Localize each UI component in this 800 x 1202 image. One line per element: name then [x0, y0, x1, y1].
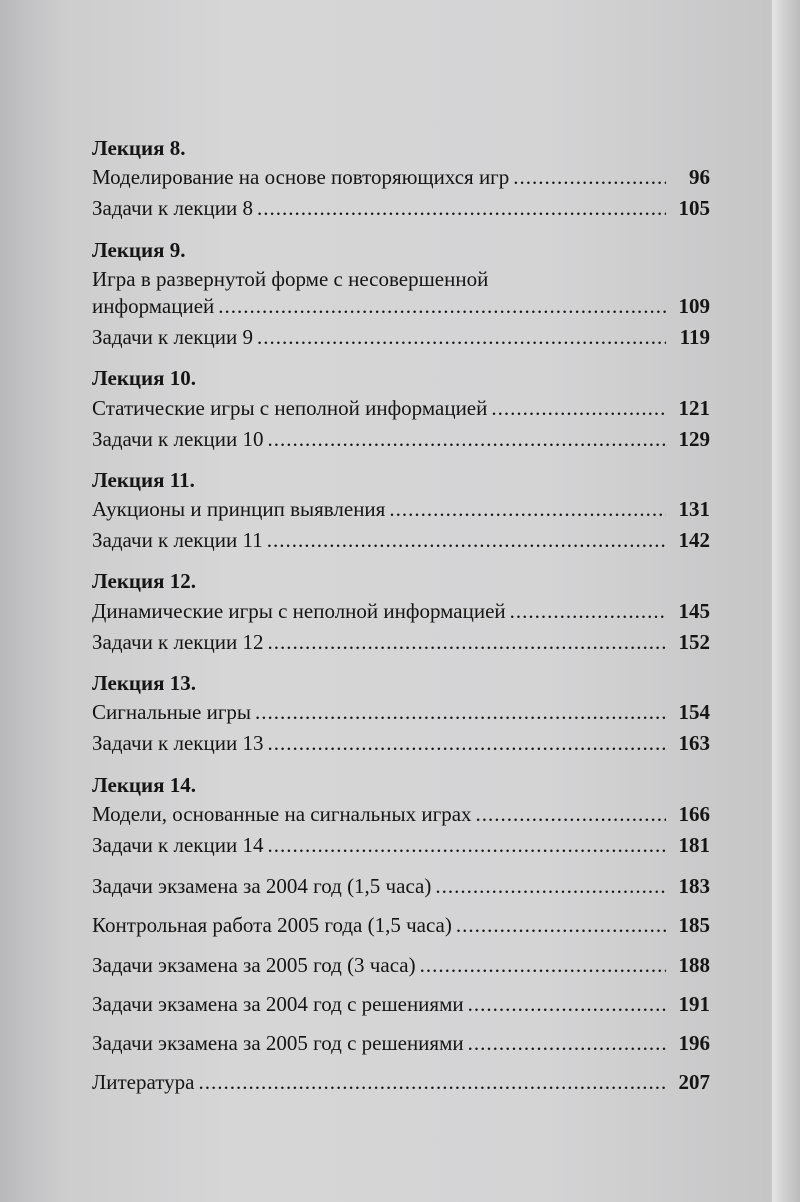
entry-title: Задачи экзамена за 2005 год с решениями: [92, 1030, 464, 1055]
entry-title: информацией: [92, 293, 215, 318]
page-number: 145: [678, 598, 710, 623]
page-edge: [772, 0, 800, 1202]
lecture-heading: Лекция 9.: [92, 237, 186, 262]
toc-entry-multiline[interactable]: [92, 267, 710, 319]
entry-title: Динамические игры с неполной информацией: [92, 598, 506, 623]
toc-entry[interactable]: [92, 325, 710, 350]
entry-title: Задачи к лекции 11: [92, 528, 263, 553]
entry-title: Контрольная работа 2005 года (1,5 часа): [92, 913, 452, 938]
page-number: 152: [678, 629, 710, 654]
entry-title: Аукционы и принцип выявления: [92, 497, 386, 522]
dot-leader: [267, 833, 666, 858]
entry-title: Задачи к лекции 10: [92, 426, 264, 451]
lecture-11: [92, 468, 710, 554]
toc-entry[interactable]: [92, 1031, 710, 1056]
lecture-9: [92, 238, 710, 351]
dot-leader: [513, 165, 666, 190]
entry-title: Задачи к лекции 13: [92, 731, 264, 756]
page-number: 185: [678, 913, 710, 938]
entry-title: Задачи к лекции 14: [92, 832, 264, 857]
entry-title-line1: Игра в развернутой форме с несовершенной: [92, 266, 489, 291]
dot-leader: [257, 325, 666, 350]
lecture-heading: Лекция 14.: [92, 772, 196, 797]
toc-entry[interactable]: [92, 802, 710, 827]
page-number: 121: [678, 395, 710, 420]
entry-title: Статические игры с неполной информацией: [92, 395, 488, 420]
page-number: 119: [679, 325, 710, 350]
toc-entry[interactable]: [92, 1070, 710, 1095]
dot-leader: [468, 992, 666, 1017]
lecture-heading: Лекция 8.: [92, 136, 186, 160]
toc-entry[interactable]: [92, 953, 710, 978]
lecture-heading: Лекция 11.: [92, 467, 195, 492]
dot-leader: [456, 913, 666, 938]
lecture-heading: Лекция 12.: [92, 569, 196, 594]
dot-leader: [218, 294, 666, 319]
table-of-contents: [92, 136, 710, 1109]
dot-leader: [420, 953, 666, 978]
lecture-13: [92, 671, 710, 757]
page-number: 163: [678, 731, 710, 756]
toc-entry[interactable]: [92, 874, 710, 899]
lecture-14: [92, 773, 710, 859]
toc-entry[interactable]: [92, 196, 710, 221]
dot-leader: [267, 528, 666, 553]
toc-entry[interactable]: [92, 700, 710, 725]
page-number: 183: [678, 874, 710, 899]
dot-leader: [435, 874, 666, 899]
page-number: 191: [678, 991, 710, 1016]
entry-title: Задачи экзамена за 2005 год (3 часа): [92, 952, 416, 977]
dot-leader: [476, 802, 666, 827]
toc-entry[interactable]: [92, 731, 710, 756]
entry-title: Сигнальные игры: [92, 700, 252, 725]
page-number: 96: [689, 165, 710, 190]
entry-title: Литература: [92, 1070, 195, 1095]
dot-leader: [257, 196, 666, 221]
entry-title: Задачи к лекции 9: [92, 325, 253, 350]
lecture-8: [92, 136, 710, 222]
toc-entry[interactable]: [92, 630, 710, 655]
lecture-heading: Лекция 13.: [92, 671, 196, 695]
page-number: 142: [678, 528, 710, 553]
toc-entry[interactable]: [92, 913, 710, 938]
entry-title: Моделирование на основе повторяющихся игр: [92, 165, 510, 190]
toc-entry[interactable]: [92, 396, 710, 421]
entry-title: Модели, основанные на сигнальных играх: [92, 801, 472, 826]
entry-title: Задачи экзамена за 2004 год (1,5 часа): [92, 874, 432, 899]
toc-entry[interactable]: [92, 599, 710, 624]
page-number: 105: [678, 196, 710, 221]
dot-leader: [267, 427, 666, 452]
page-number: 196: [678, 1030, 710, 1055]
dot-leader: [267, 731, 666, 756]
dot-leader: [491, 396, 666, 421]
entry-title: Задачи к лекции 8: [92, 196, 253, 221]
dot-leader: [468, 1031, 666, 1056]
page-number: 207: [678, 1070, 710, 1095]
toc-entry[interactable]: [92, 528, 710, 553]
lecture-heading: Лекция 10.: [92, 366, 196, 391]
entry-title: Задачи экзамена за 2004 год с решениями: [92, 991, 464, 1016]
toc-entry[interactable]: [92, 992, 710, 1017]
page-number: 166: [678, 801, 710, 826]
toc-entry[interactable]: [92, 427, 710, 452]
lecture-10: [92, 366, 710, 452]
dot-leader: [267, 630, 666, 655]
dot-leader: [389, 497, 666, 522]
dot-leader: [198, 1070, 666, 1095]
toc-entry[interactable]: [92, 497, 710, 522]
page-number: 129: [678, 426, 710, 451]
toc-entry[interactable]: [92, 833, 710, 858]
dot-leader: [510, 599, 666, 624]
entry-title: Задачи к лекции 12: [92, 629, 264, 654]
page-number: 109: [678, 293, 710, 318]
lecture-12: [92, 569, 710, 655]
page-number: 154: [678, 700, 710, 725]
page-number: 131: [678, 497, 710, 522]
dot-leader: [255, 700, 666, 725]
toc-entry[interactable]: [92, 294, 710, 319]
toc-entry[interactable]: [92, 165, 710, 190]
page-number: 181: [678, 832, 710, 857]
page-number: 188: [678, 952, 710, 977]
